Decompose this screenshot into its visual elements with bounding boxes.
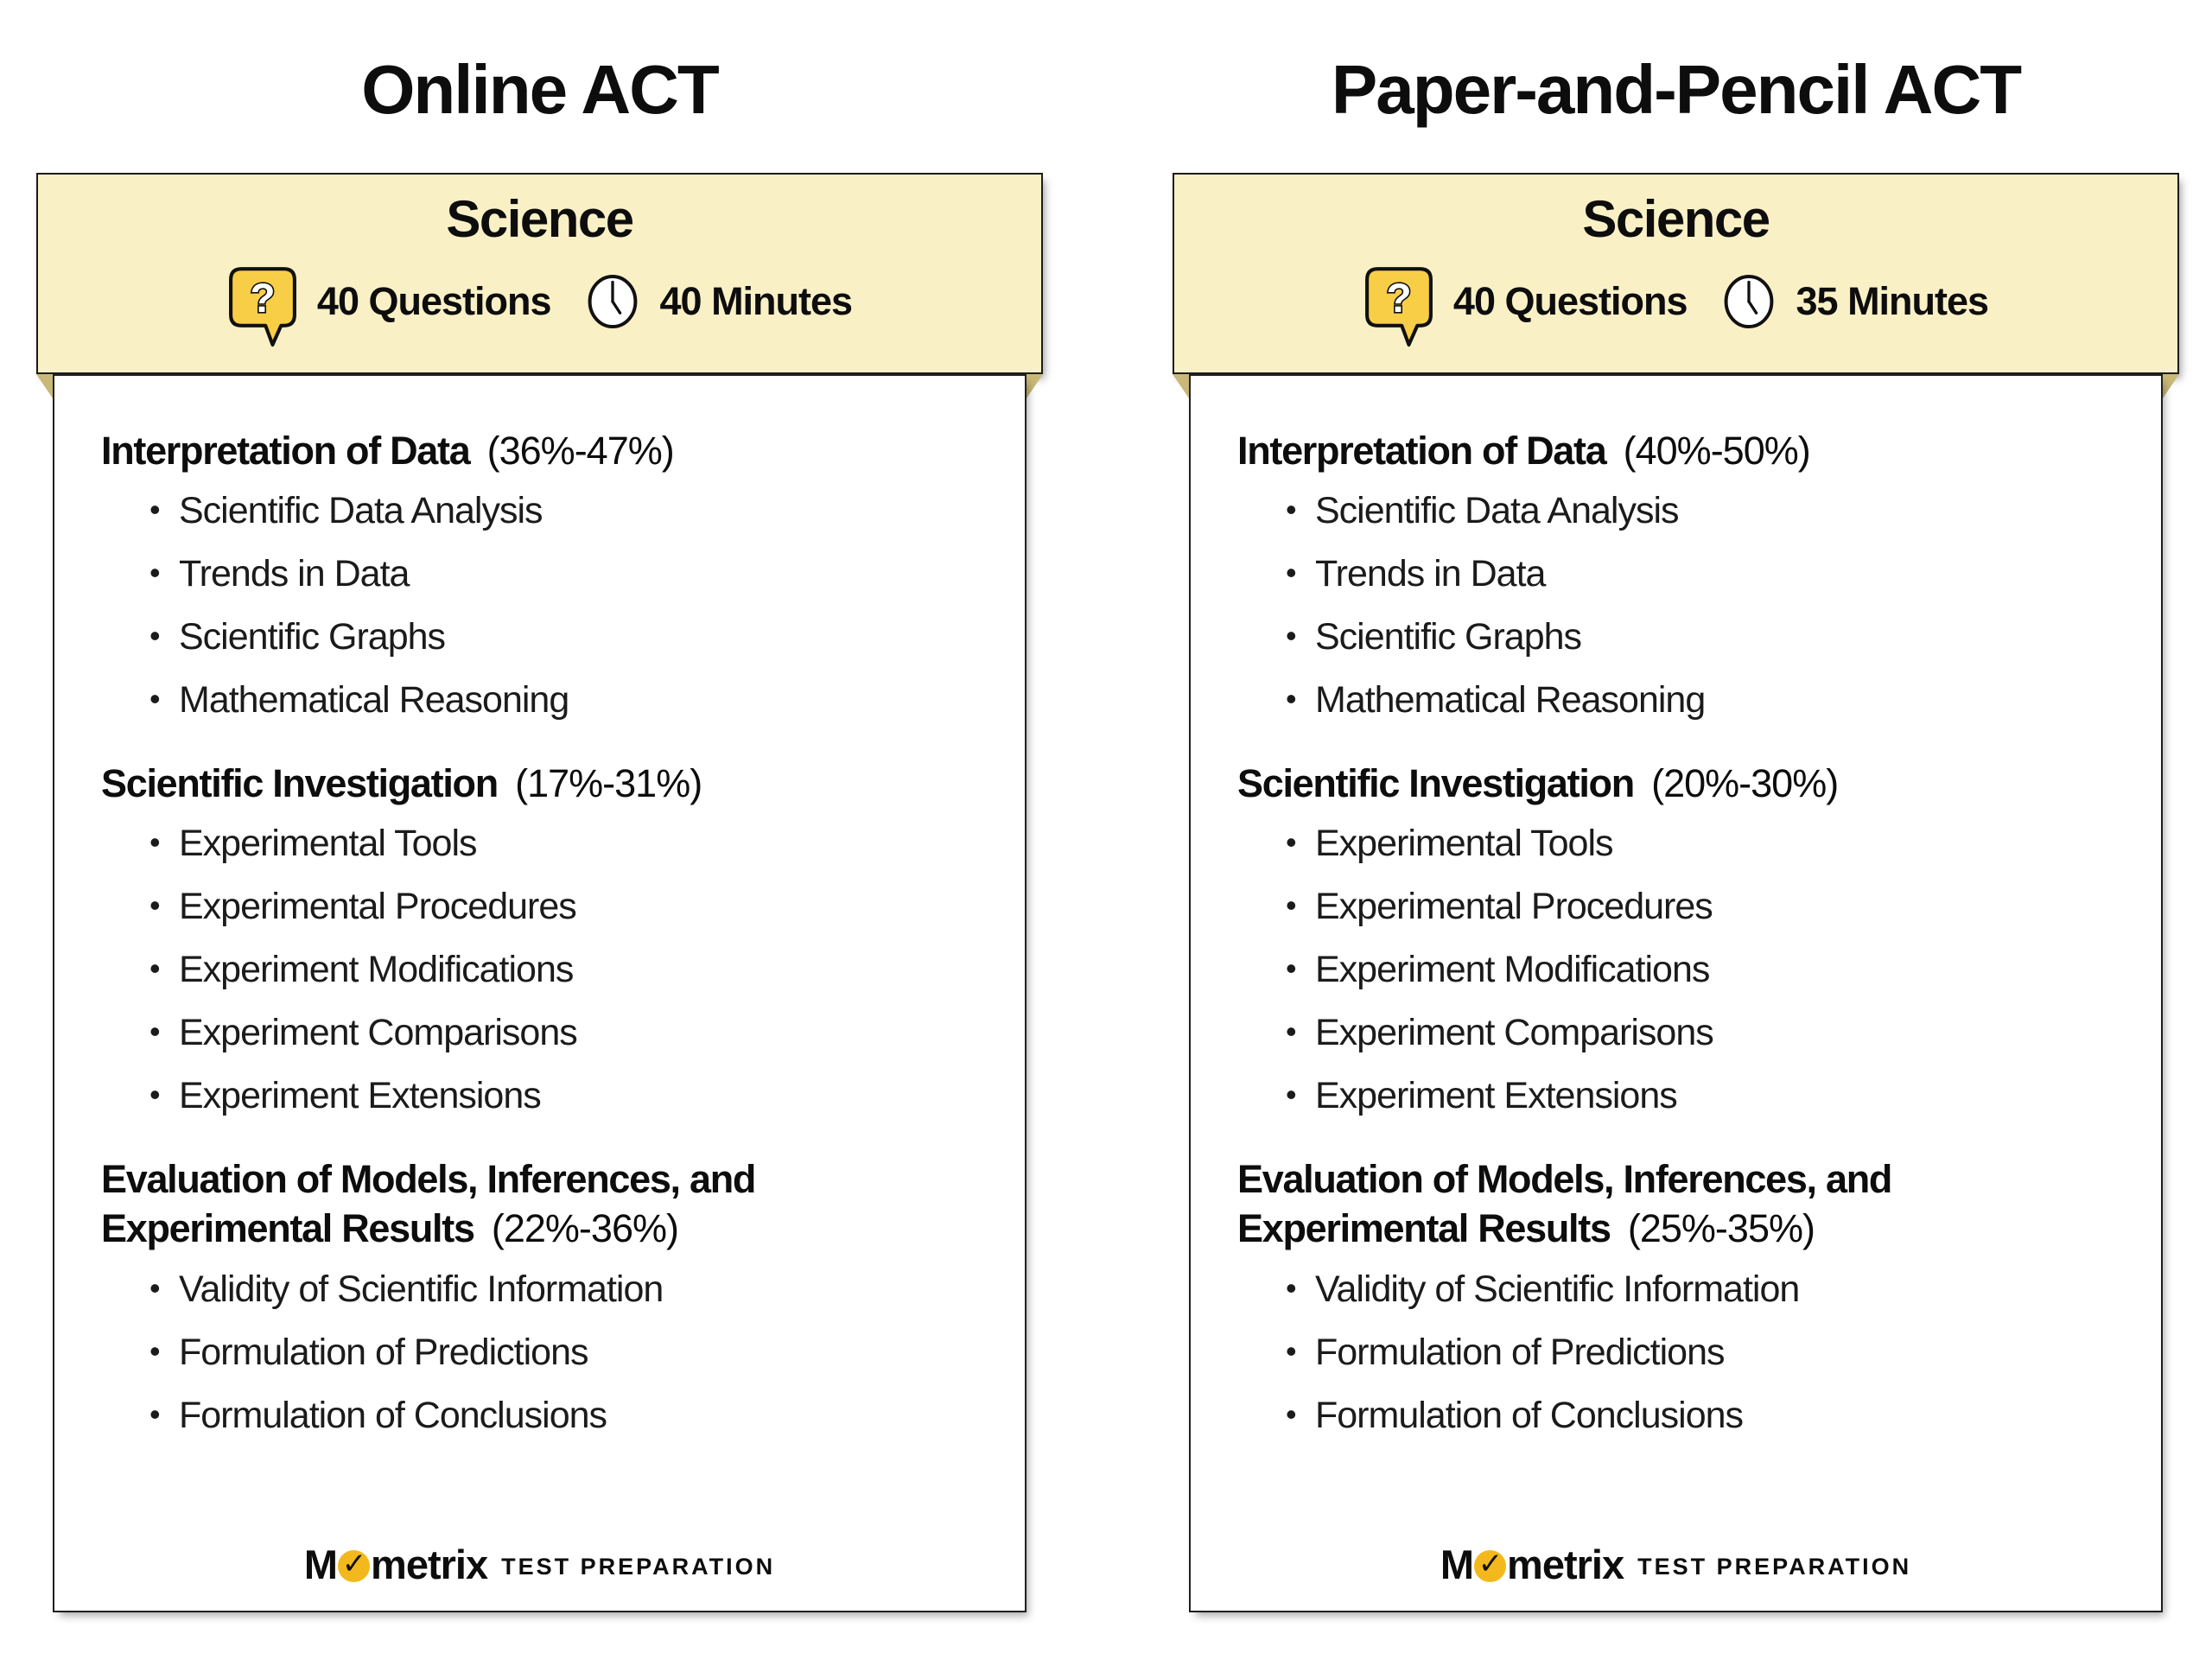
check-glyph: ✓ (341, 1547, 366, 1580)
banner-subject: Science (446, 190, 633, 248)
list-item: • Mathematical Reasoning (1286, 682, 2128, 719)
minutes-label: 35 Minutes (1796, 278, 1989, 323)
question-glyph: ? (1386, 276, 1412, 322)
mometrix-brand (1440, 1541, 1624, 1588)
brand-rest: metrix (371, 1542, 488, 1587)
list-item: • Formulation of Conclusions (1286, 1397, 2128, 1434)
check-glyph: ✓ (1478, 1547, 1503, 1580)
list-item: • Validity of Scientific Information (149, 1271, 992, 1308)
bullet-list (1237, 825, 2128, 1115)
card-online-act (36, 0, 1043, 1653)
banner-fold-left (36, 374, 53, 398)
question-bubble-icon (1363, 265, 1434, 349)
list-item: • Experimental Procedures (1286, 888, 2128, 925)
section-range: (20%-30%) (1651, 761, 1839, 806)
list-item: • Scientific Data Analysis (149, 493, 992, 530)
banner-subject: Science (1582, 190, 1770, 248)
section-scientific-investigation (101, 759, 992, 1115)
list-item: • Trends in Data (149, 556, 992, 593)
section-interpretation-of-data (1237, 426, 2128, 722)
page-title-online-act: Online ACT (361, 51, 718, 128)
question-glyph: ? (250, 276, 276, 322)
list-item: • Formulation of Predictions (1286, 1334, 2128, 1371)
minutes-label: 40 Minutes (659, 278, 853, 323)
check-icon (338, 1547, 370, 1582)
list-item: • Experiment Comparisons (1286, 1014, 2128, 1052)
banner-info-row (1363, 253, 1988, 349)
mometrix-brand (304, 1541, 487, 1588)
list-item: • Scientific Data Analysis (1286, 493, 2128, 530)
content-panel (1189, 374, 2163, 1612)
brand-prefix: M (303, 1542, 338, 1587)
section-heading (1237, 759, 2128, 808)
banner-fold-right (2163, 374, 2179, 398)
list-item: • Experiment Extensions (149, 1078, 992, 1115)
clock-icon (584, 273, 641, 330)
bullet-list (1237, 1268, 2128, 1436)
section-heading-text: Interpretation of Data (101, 429, 470, 473)
questions-label: 40 Questions (1452, 278, 1688, 323)
section-heading-text: Interpretation of Data (1237, 429, 1606, 473)
section-heading-text: Scientific Investigation (1237, 761, 1634, 806)
list-item: • Experimental Tools (1286, 825, 2128, 862)
bullet-list (101, 1268, 992, 1436)
panel-content (54, 376, 1025, 1434)
mometrix-logo (1191, 1541, 2161, 1588)
content-panel (53, 374, 1027, 1612)
section-heading-text: Evaluation of Models, Inferences, and Experimental Results (1237, 1157, 1892, 1251)
section-range: (40%-50%) (1623, 429, 1810, 473)
section-heading (1237, 426, 2128, 475)
section-interpretation-of-data (101, 426, 992, 722)
panel-content (1191, 376, 2161, 1434)
check-icon (1474, 1547, 1506, 1582)
section-evaluation-of-models (101, 1154, 992, 1434)
science-banner (1173, 173, 2179, 374)
questions-info (227, 253, 551, 349)
questions-info (1363, 253, 1688, 349)
list-item: • Experiment Modifications (149, 951, 992, 989)
list-item: • Mathematical Reasoning (149, 682, 992, 719)
list-item: • Experimental Tools (149, 825, 992, 862)
section-heading (101, 1154, 992, 1253)
brand-rest: metrix (1507, 1542, 1624, 1587)
bullet-list (101, 490, 992, 722)
clock-icon (1720, 273, 1777, 330)
section-range: (25%-35%) (1627, 1206, 1815, 1251)
section-range: (17%-31%) (515, 761, 702, 806)
list-item: • Scientific Graphs (149, 619, 992, 656)
question-bubble-icon (227, 265, 298, 349)
brand-prefix: M (1440, 1542, 1474, 1587)
section-heading (101, 759, 992, 808)
banner-fold-left (1173, 374, 1189, 398)
section-heading (1237, 1154, 2128, 1253)
page-title-paper-act: Paper-and-Pencil ACT (1331, 51, 2021, 128)
section-scientific-investigation (1237, 759, 2128, 1115)
list-item: • Experimental Procedures (149, 888, 992, 925)
list-item: • Scientific Graphs (1286, 619, 2128, 656)
banner-info-row (227, 253, 852, 349)
mometrix-logo (54, 1541, 1025, 1588)
bullet-list (101, 825, 992, 1115)
minutes-info (1720, 273, 1989, 330)
list-item: • Validity of Scientific Information (1286, 1271, 2128, 1308)
bullet-list (1237, 490, 2128, 722)
section-evaluation-of-models (1237, 1154, 2128, 1434)
section-heading-text: Evaluation of Models, Inferences, and Experimental Results (101, 1157, 756, 1251)
questions-label: 40 Questions (316, 278, 551, 323)
list-item: • Experiment Comparisons (149, 1014, 992, 1052)
logo-tagline: TEST PREPARATION (501, 1554, 776, 1580)
section-range: (22%-36%) (491, 1206, 678, 1251)
section-heading-text: Scientific Investigation (101, 761, 498, 806)
list-item: • Formulation of Conclusions (149, 1397, 992, 1434)
list-item: • Experiment Modifications (1286, 951, 2128, 989)
logo-tagline: TEST PREPARATION (1637, 1554, 1912, 1580)
list-item: • Experiment Extensions (1286, 1078, 2128, 1115)
science-banner (36, 173, 1043, 374)
banner-fold-right (1027, 374, 1043, 398)
minutes-info (584, 273, 853, 330)
list-item: • Formulation of Predictions (149, 1334, 992, 1371)
card-paper-and-pencil-act (1173, 0, 2179, 1653)
section-heading (101, 426, 992, 475)
list-item: • Trends in Data (1286, 556, 2128, 593)
section-range: (36%-47%) (486, 429, 674, 473)
